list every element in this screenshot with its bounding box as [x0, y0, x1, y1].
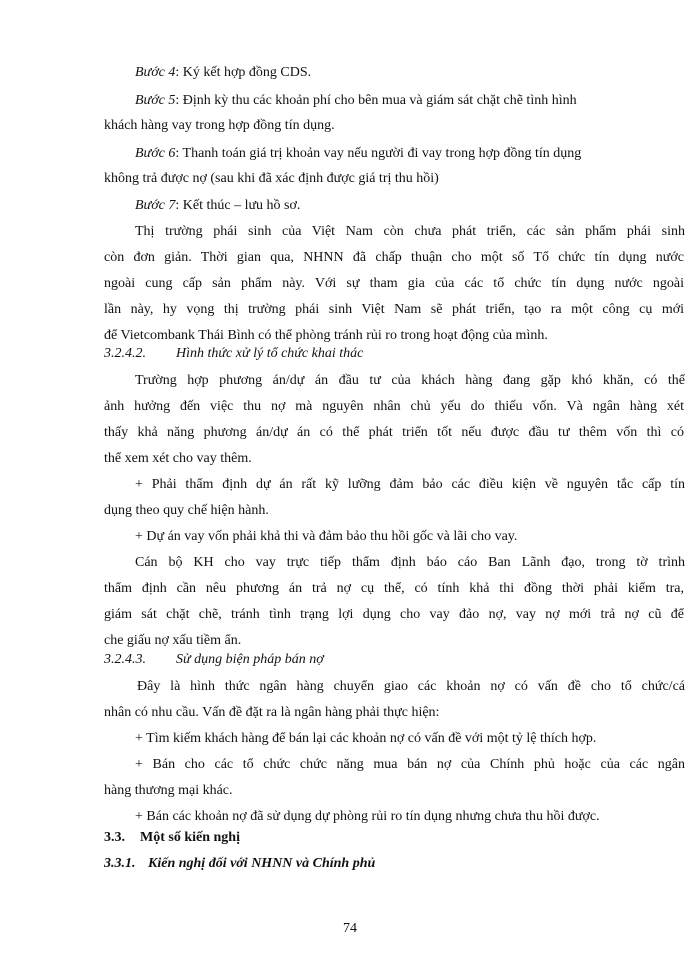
section-title: Hình thức xử lý tổ chức khai thác — [176, 346, 364, 361]
text-line: giám sát chặt chẽ, tránh tình trạng lợi dụng cho vay đảo nợ, vay nợ mới trả nợ cũ để — [104, 607, 684, 622]
text-line: + Phải thẩm định dự án rất kỹ lưỡng đảm bảo các điều kiện về nguyên tắc cấp tín — [135, 477, 685, 492]
text-line — [135, 64, 311, 82]
text-line: thể xem xét cho vay thêm. — [104, 451, 252, 466]
text-line: còn đơn giản. Thời gian qua, NHNN đã chấp thuận cho một số Tổ chức tín dụng nước — [104, 250, 684, 265]
text-line: lần này, hy vọng thị trường phái sinh Việt Nam sẽ phát triển, tạo ra một công cụ mới — [104, 302, 684, 317]
text-line: Đây là hình thức ngân hàng chuyển giao các khoản nợ có vấn đề cho tổ chức/cá — [137, 679, 685, 694]
text-line: + Bán cho các tổ chức chức năng mua bán nợ của Chính phủ hoặc của các ngân — [135, 757, 685, 772]
step-label: Bước 7 — [135, 198, 176, 213]
text-line: + Bán các khoản nợ đã sử dụng dự phòng rủi ro tín dụng nhưng chưa thu hồi được. — [135, 809, 600, 824]
step-text: : Kết thúc – lưu hồ sơ. — [175, 198, 301, 213]
text-line: + Dự án vay vốn phải khả thi và đảm bảo thu hồi gốc và lãi cho vay. — [135, 529, 518, 544]
text-line: che giấu nợ xấu tiềm ẩn. — [104, 633, 242, 648]
text-line: Cán bộ KH cho vay trực tiếp thẩm định báo cáo Ban Lãnh đạo, trong tờ trình — [135, 555, 685, 570]
text-line: khách hàng vay trong hợp đồng tín dụng. — [104, 118, 335, 133]
text-line: Thị trường phái sinh của Việt Nam còn chưa phát triển, các sản phẩm phái sinh — [135, 224, 685, 239]
step-label: Bước 5 — [135, 93, 176, 108]
text-line: + Tìm kiếm khách hàng để bán lại các khoản nợ có vấn đề với một tỷ lệ thích hợp. — [135, 731, 597, 746]
text-line: ảnh hưởng đến việc thu nợ mà nguyên nhân chủ yếu do thiếu vốn. Và ngân hàng xét — [104, 399, 684, 414]
section-title: Sử dụng biện pháp bán nợ — [176, 652, 324, 667]
text-line — [104, 345, 363, 363]
text-line: hàng thương mại khác. — [104, 783, 233, 798]
section-number: 3.3.1. — [104, 856, 136, 871]
section-title: Một số kiến nghị — [140, 830, 240, 845]
page-number: 74 — [343, 921, 357, 936]
text-line: thẩm định cần nêu phương án trả nợ cụ thể, có tính khả thi đồng thời phải kiểm tra, — [104, 581, 684, 596]
text-line: ngoài cung cấp sản phẩm này. Với sự tham gia của các tổ chức tín dụng nước ngoài — [104, 276, 684, 291]
step-text: : Ký kết hợp đồng CDS. — [175, 65, 312, 80]
text-line — [104, 829, 240, 847]
text-line: thấy khả năng phương án/dự án có thể phát triển tốt nếu được đầu tư thêm vốn thì có — [104, 425, 684, 440]
section-title: Kiến nghị đối với NHNN và Chính phủ — [148, 856, 376, 871]
section-number: 3.2.4.2. — [104, 346, 146, 361]
text-line: dụng theo quy chế hiện hành. — [104, 503, 269, 518]
text-line: nhân có nhu cầu. Vấn đề đặt ra là ngân hàng phải thực hiện: — [104, 705, 440, 720]
text-line: không trả được nợ (sau khi đã xác định được giá trị thu hồi) — [104, 171, 439, 186]
text-line: Trường hợp phương án/dự án đầu tư của khách hàng đang gặp khó khăn, có thể — [135, 373, 685, 388]
step-text: : Thanh toán giá trị khoản vay nếu người đi vay trong hợp đồng tín dụng — [175, 146, 582, 161]
text-line — [135, 145, 581, 163]
step-text: : Định kỳ thu các khoản phí cho bên mua và giám sát chặt chẽ tình hình — [175, 93, 577, 108]
section-number: 3.3. — [104, 830, 125, 845]
text-line — [104, 855, 375, 873]
text-line — [135, 197, 300, 215]
text-line — [135, 92, 577, 110]
text-line: để Vietcombank Thái Bình có thể phòng tránh rủi ro trong hoạt động của mình. — [104, 328, 548, 343]
step-label: Bước 4 — [135, 65, 176, 80]
step-label: Bước 6 — [135, 146, 176, 161]
section-number: 3.2.4.3. — [104, 652, 146, 667]
text-line — [104, 651, 324, 669]
